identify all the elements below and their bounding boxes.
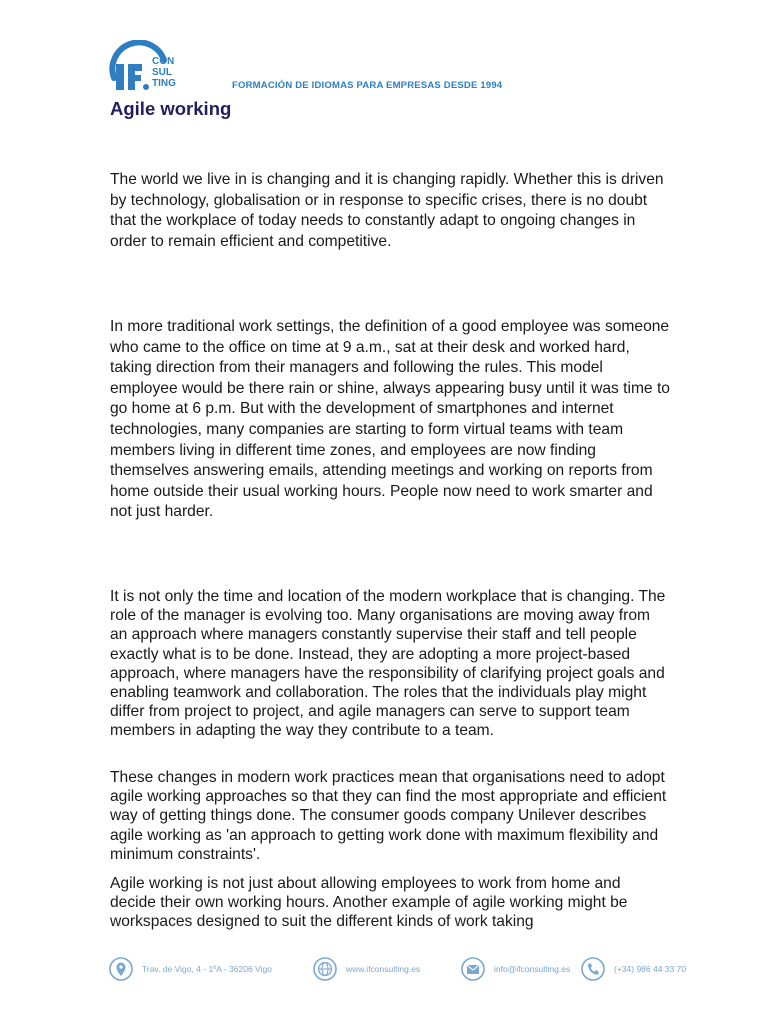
company-logo — [108, 40, 203, 100]
email-link[interactable]: info@ifconsulting.es — [494, 964, 571, 974]
paragraph: The world we live in is changing and it is changing rapidly. Whether this is driven by technology, globalisation or in response to specific crises, there is no doubt that the workplace of today needs to constantly adapt to ongoing changes in order to remain efficient and competitive. — [110, 171, 664, 250]
svg-text:TING: TING — [152, 78, 176, 89]
paragraph: In more traditional work settings, the definition of a good employee was someone who came to the office on time at 9 a.m., sat at their desk and worked hard, taking direction from their managers and following the rules. This model employee would be there rain or shine, always appearing busy until it was time to go home at 6 p.m. But with the development of smartphones and internet technologies, many companies are starting to form virtual teams with team members living in different time zones, and employees are now finding themselves answering emails, attending meetings and working on reports from home outside their usual working hours. People now need to work smarter and not just harder. — [110, 318, 670, 521]
document-title: Agile working — [110, 98, 232, 119]
globe-icon — [312, 955, 338, 983]
mail-icon — [460, 955, 486, 983]
location-pin-icon — [108, 955, 134, 983]
address-text: Trav. de Vigo, 4 - 1ºA - 36206 Vigo — [142, 964, 272, 974]
paragraph: These changes in modern work practices mean that organisations need to adopt agile working approaches so that they can find the most appropriate and efficient way of getting things done. The consumer goods company Unilever describes agile working as 'an approach to getting work done with maximum flexibility and minimum constraints'. — [110, 769, 667, 863]
company-tagline: FORMACIÓN DE IDIOMAS PARA EMPRESAS DESDE 1994 — [232, 80, 503, 91]
page-footer — [108, 952, 728, 986]
paragraph: Agile working is not just about allowing employees to work from home and decide their own working hours. Another example of agile working might be workspaces designed to suit the different kinds of work taking — [110, 875, 628, 931]
website-link[interactable]: www.ifconsulting.es — [346, 964, 421, 974]
footer-website[interactable] — [312, 952, 420, 986]
page-header — [108, 40, 668, 100]
paragraph: It is not only the time and location of the modern workplace that is changing. The role of the manager is evolving too. Many organisations are moving away from an approach where managers constantly supervise their staff and tell people exactly what is to be done. Instead, they are adopting a more project-based approach, where managers have the responsibility of clarifying project goals and enabling teamwork and collaboration. The roles that the individuals play might differ from project to project, and agile managers can serve to support team members in adapting the way they contribute to a team. — [110, 588, 666, 740]
footer-address — [108, 952, 272, 986]
phone-icon — [580, 955, 606, 983]
svg-text:SUL: SUL — [152, 67, 172, 78]
phone-number: (+34) 986 44 33 70 — [614, 964, 687, 974]
footer-phone[interactable] — [580, 952, 686, 986]
svg-text:CON: CON — [152, 56, 175, 67]
footer-email[interactable] — [460, 952, 570, 986]
